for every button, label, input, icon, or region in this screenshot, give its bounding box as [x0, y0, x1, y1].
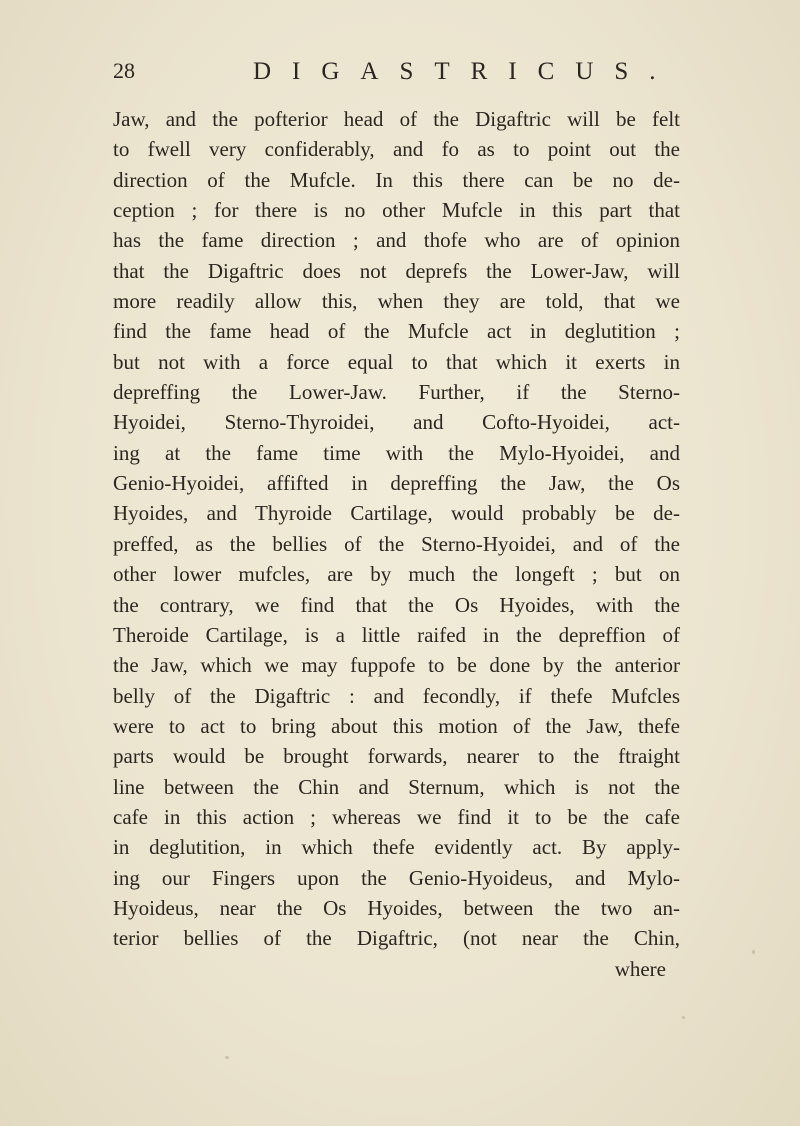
foxing-spot: [682, 1016, 685, 1019]
text-line: in deglutition, in which thefe evidently act. By apply-: [113, 835, 680, 860]
text-line: cafe in this action ; whereas we find it to be the cafe: [113, 804, 680, 829]
text-line: parts would be brought forwards, nearer to the ftraight: [113, 744, 680, 769]
text-line: the Jaw, which we may fuppofe to be done by the anterior: [113, 653, 680, 678]
foxing-spot: [752, 950, 755, 954]
text-line: were to act to bring about this motion of the Jaw, thefe: [113, 713, 680, 738]
text-line: depreffing the Lower-Jaw. Further, if the Sterno-: [113, 380, 680, 405]
foxing-spot: [225, 1056, 229, 1059]
text-line: Hyoidei, Sterno-Thyroidei, and Cofto-Hyoidei, act-: [113, 410, 680, 435]
text-line: other lower mufcles, are by much the longeft ; but on: [113, 562, 680, 587]
text-line: Hyoides, and Thyroide Cartilage, would probably be de-: [113, 501, 680, 526]
text-line: terior bellies of the Digaftric, (not near the Chin,: [113, 926, 680, 951]
text-line: the contrary, we find that the Os Hyoides, with the: [113, 592, 680, 617]
text-line: Theroide Cartilage, is a little raifed in the depreffion of: [113, 622, 680, 647]
text-line: preffed, as the bellies of the Sterno-Hyoidei, and of the: [113, 531, 680, 556]
text-line: to fwell very confiderably, and fo as to point out the: [113, 137, 680, 162]
text-line: find the fame head of the Mufcle act in deglutition ;: [113, 319, 680, 344]
text-line: direction of the Mufcle. In this there can be no de-: [113, 167, 680, 192]
text-line: but not with a force equal to that which it exerts in: [113, 349, 680, 374]
running-title: DIGASTRICUS.: [253, 58, 677, 85]
text-line: ing our Fingers upon the Genio-Hyoideus, and Mylo-: [113, 865, 680, 890]
text-line: Genio-Hyoidei, affifted in depreffing the Jaw, the Os: [113, 471, 680, 496]
catchword: where: [614, 956, 666, 981]
body-text: [113, 104, 680, 984]
text-line: more readily allow this, when they are told, that we: [113, 289, 680, 314]
text-line: line between the Chin and Sternum, which is not the: [113, 774, 680, 799]
text-line: Hyoideus, near the Os Hyoides, between the two an-: [113, 895, 680, 920]
page-header: [113, 58, 693, 98]
text-line: that the Digaftric does not deprefs the Lower-Jaw, will: [113, 258, 680, 283]
text-line: belly of the Digaftric : and fecondly, if thefe Mufcles: [113, 683, 680, 708]
text-line: ception ; for there is no other Mufcle in this part that: [113, 198, 680, 223]
text-line: has the fame direction ; and thofe who are of opinion: [113, 228, 680, 253]
page-number: 28: [113, 58, 135, 83]
text-line: Jaw, and the pofterior head of the Digaftric will be felt: [113, 107, 680, 131]
text-line: ing at the fame time with the Mylo-Hyoidei, and: [113, 440, 680, 465]
